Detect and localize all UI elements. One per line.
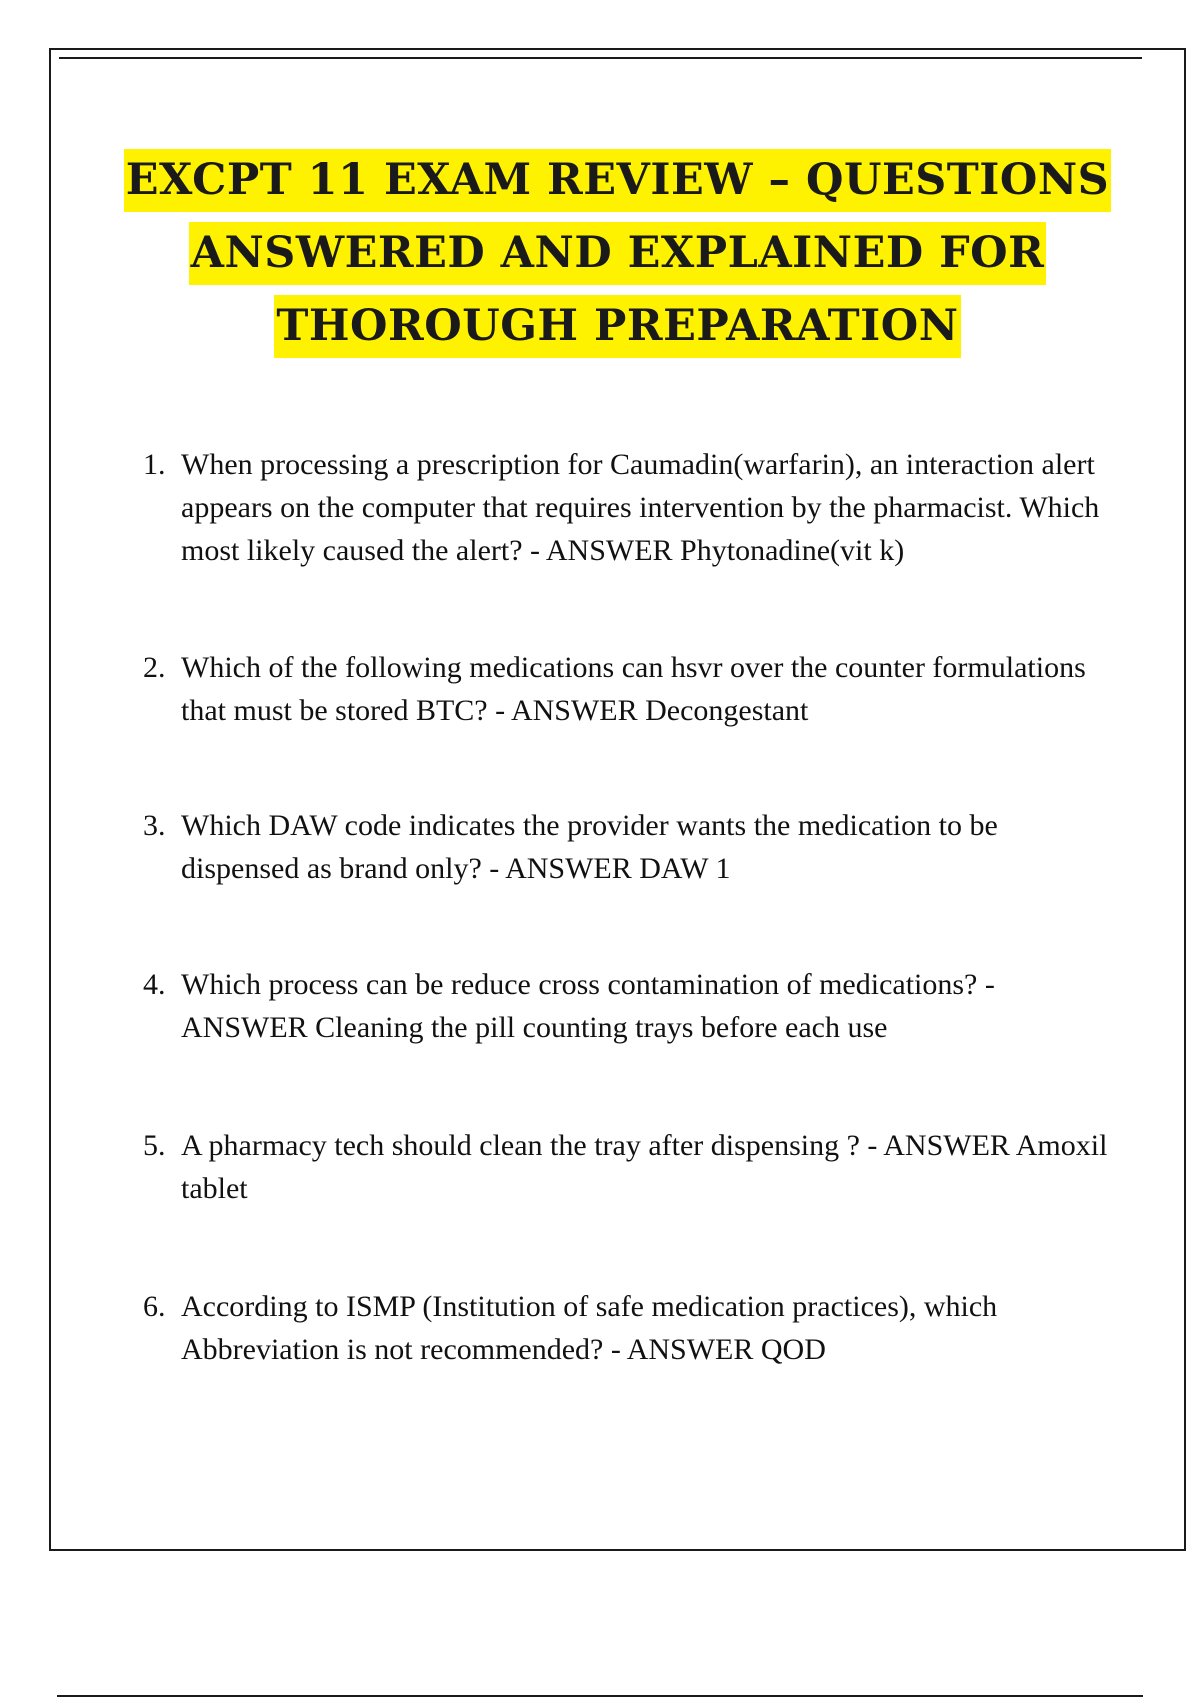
question-number: 1. xyxy=(143,448,166,481)
bottom-rule xyxy=(57,1695,1143,1697)
document-title xyxy=(51,149,1184,368)
question-number: 6. xyxy=(143,1290,166,1323)
question-text: Which process can be reduce cross contamination of medications? - ANSWER Cleaning the pill counting trays before each use xyxy=(181,968,995,1044)
question-item-3 xyxy=(143,804,1114,890)
question-text: According to ISMP (Institution of safe medication practices), which Abbreviation is not recommended? - ANSWER QOD xyxy=(181,1290,998,1366)
question-item-4 xyxy=(143,963,1114,1049)
question-text: Which of the following medications can hsvr over the counter formulations that must be stored BTC? - ANSWER Decongestant xyxy=(181,651,1086,727)
title-line-2: ANSWERED AND EXPLAINED FOR xyxy=(189,222,1047,285)
top-rule xyxy=(59,57,1142,59)
title-line-1: EXCPT 11 EXAM REVIEW – QUESTIONS xyxy=(124,149,1111,212)
question-item-6 xyxy=(143,1285,1114,1371)
question-text: Which DAW code indicates the provider wants the medication to be dispensed as brand only? - ANSWER DAW 1 xyxy=(181,809,998,885)
question-list xyxy=(143,443,1114,1371)
question-number: 4. xyxy=(143,968,166,1001)
question-number: 2. xyxy=(143,651,166,684)
question-number: 5. xyxy=(143,1129,166,1162)
title-line-3: THOROUGH PREPARATION xyxy=(274,295,960,358)
question-item-2 xyxy=(143,646,1114,732)
page-frame xyxy=(49,48,1186,1551)
question-text: When processing a prescription for Caumadin(warfarin), an interaction alert appears on the computer that requires intervention by the pharmacist. Which most likely caused the alert? - ANSWER Phytonadine(vit k) xyxy=(181,448,1100,567)
question-item-1 xyxy=(143,443,1114,572)
question-number: 3. xyxy=(143,809,166,842)
question-item-5 xyxy=(143,1124,1114,1210)
question-text: A pharmacy tech should clean the tray after dispensing ? - ANSWER Amoxil tablet xyxy=(181,1129,1108,1205)
